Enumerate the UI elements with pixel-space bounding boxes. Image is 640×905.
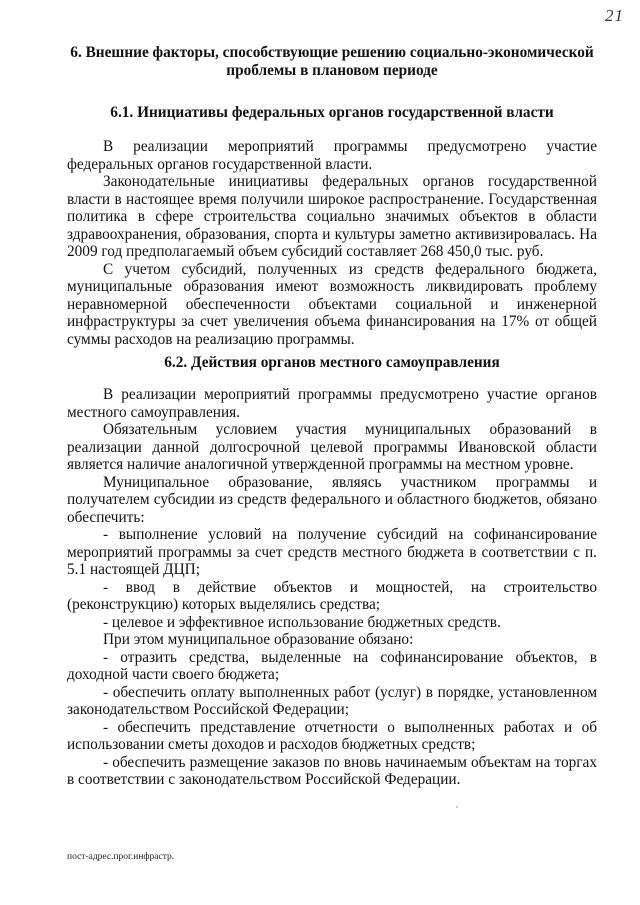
paragraph: С учетом субсидий, полученных из средств федерального бюджета, муниципальные образования имеют возможность ликвидировать проблему неравномерной обеспеченности объектами социальной и инженерной инфраструктуры за счет увеличения объема финансирования на 17% от общей суммы расходов на реализацию программы. bbox=[67, 260, 597, 348]
footer-filename: пост-адрес.прог.инфрастр. bbox=[67, 852, 175, 862]
paragraph: Законодательные инициативы федеральных органов государственной власти в настоящее время получили широкое распространение. Государственная политика в сфере строительства социально значимых объектов в области здравоохранения, образования, спорта и культуры заметно активизировалась. На 2009 год предполагаемый объем субсидий составляет 268 450,0 тыс. руб. bbox=[67, 173, 597, 260]
subsection-2-title: 6.2. Действия органов местного самоуправления bbox=[164, 354, 500, 371]
paragraph: При этом муниципальное образование обязано: bbox=[103, 631, 414, 648]
list-item: - обеспечить размещение заказов по вновь начинаемым объектам на торгах в соответствии с законодательством Российской Федерации. bbox=[67, 753, 597, 788]
list-item: - отразить средства, выделенные на софинансирование объектов, в доходной части своего бюджета; bbox=[67, 648, 597, 683]
scan-speck bbox=[456, 806, 458, 808]
paragraph: В реализации мероприятий программы предусмотрено участие органов местного самоуправления. bbox=[67, 386, 597, 421]
paragraph: Муниципальное образование, являясь участником программы и получателем субсидии из средств федерального и областного бюджетов, обязано обеспечить: bbox=[67, 473, 597, 526]
page-number: 21 bbox=[605, 6, 624, 25]
list-item: - выполнение условий на получение субсидий на софинансирование мероприятий программы за счет средств местного бюджета в соответствии с п. 5.1 настоящей ДЦП; bbox=[67, 526, 597, 578]
document-body bbox=[67, 44, 597, 789]
paragraph: В реализации мероприятий программы предусмотрено участие федеральных органов государственной власти. bbox=[67, 138, 597, 173]
subsection-1-title: 6.1. Инициативы федеральных органов государственной власти bbox=[110, 104, 554, 121]
list-item: - обеспечить оплату выполненных работ (услуг) в порядке, установленном законодательством Российской Федерации; bbox=[67, 683, 597, 718]
list-item: - обеспечить представление отчетности о выполненных работах и об использовании сметы доходов и расходов бюджетных средств; bbox=[67, 718, 597, 753]
section-title: 6. Внешние факторы, способствующие решению социально-экономической проблемы в плановом периоде bbox=[70, 44, 594, 79]
list-item: - ввод в действие объектов и мощностей, на строительство (реконструкцию) которых выделялись средства; bbox=[67, 578, 597, 613]
paragraph: Обязательным условием участия муниципальных образований в реализации данной долгосрочной целевой программы Ивановской области является наличие аналогичной утвержденной программы на местном уровне. bbox=[67, 421, 597, 473]
list-item: - целевое и эффективное использование бюджетных средств. bbox=[103, 613, 501, 631]
